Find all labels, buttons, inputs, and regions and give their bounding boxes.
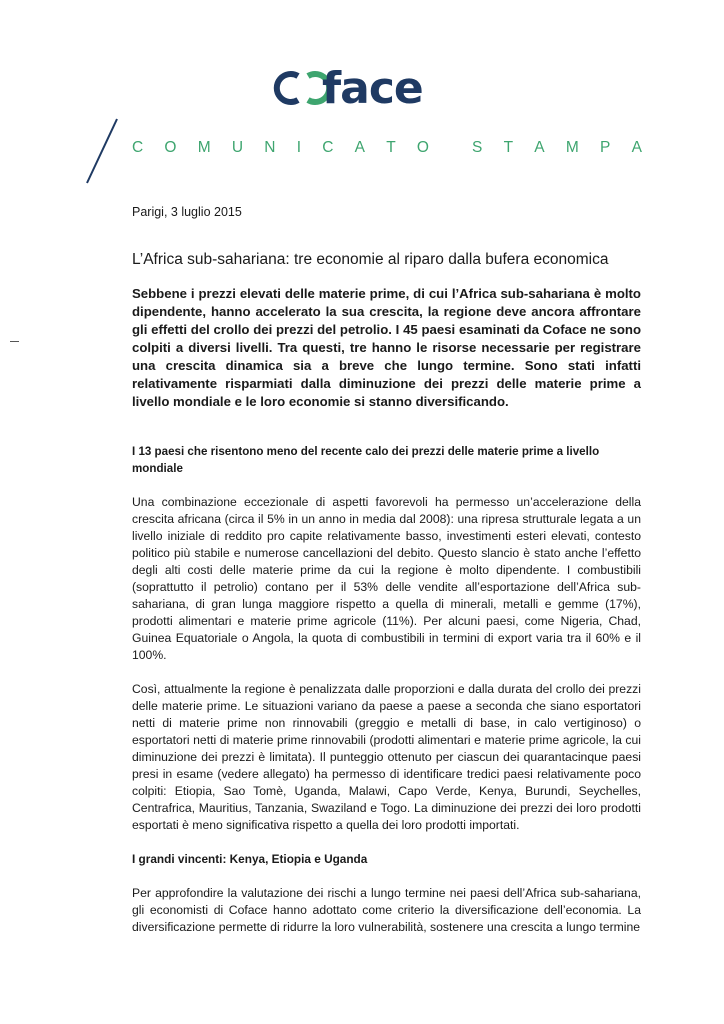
header-letter: P [600, 139, 611, 156]
logo-wordmark: face [322, 63, 423, 112]
header-letter: T [386, 139, 396, 156]
press-release-body [132, 203, 641, 936]
release-title: L’Africa sub-sahariana: tre economie al riparo dalla bufera economica [132, 251, 609, 268]
release-date: Parigi, 3 luglio 2015 [132, 205, 242, 219]
body-paragraph-2: Così, attualmente la regione è penalizzata dalle proporzioni e dalla durata del crollo dei prezzi delle materie prime. Le situazioni variano da paese a paese a seconda che siano esportatori netti di materie prime non rinnovabili (greggio e metalli di base, in calo vertiginoso) o esportatori netti di materie prime rinnovabili (prodotti alimentari e materie prime agricole, la cui diminuzione dei prezzi è limitata). Il punteggio ottenuto per ciascun dei quarantacinque paesi presi in esame (vedere allegato) ha permesso di identificare tredici paesi relativamente poco colpiti: Etiopia, Sao Tomè, Uganda, Malawi, Capo Verde, Kenya, Burundi, Seychelles, Centrafrica, Mauritius, Tanzania, Swaziland e Togo. La diminuzione dei prezzi dei loro prodotti esportati è meno significativa rispetto a quella dei loro prodotti importati. [132, 682, 641, 832]
header-letter: A [631, 139, 642, 156]
coface-logo [270, 62, 455, 112]
header-title [132, 139, 642, 157]
margin-mark [10, 341, 19, 342]
header-word-stampa [472, 139, 642, 157]
header-letter: O [416, 139, 429, 156]
header-letter: O [164, 139, 177, 156]
logo-c-shape [277, 74, 298, 102]
body-paragraph-3: Per approfondire la valutazione dei rischi a lungo termine nei paesi dell’Africa sub-sahariana, gli economisti di Coface hanno adottato come criterio la diversificazione dell’economia. La diversificazione permette di ridurre la loro vulnerabilità, sostenere una crescita a lungo termine [132, 886, 641, 934]
header-letter: N [264, 139, 276, 156]
section-heading-grandi-vincenti: I grandi vincenti: Kenya, Etiopia e Uganda [132, 852, 368, 866]
header-letter: U [231, 139, 244, 156]
header-letter: I [296, 139, 301, 156]
header-slash-divider [84, 118, 120, 184]
body-paragraph-1: Una combinazione eccezionale di aspetti favorevoli ha permesso un’accelerazione della crescita africana (circa il 5% in un anno in media dal 2008): una ripresa strutturale legata a un livello iniziale di reddito pro capite relativamente basso, investimenti esteri elevati, contesto politico più stabile e numerose cancellazioni del debito. Questo slancio è stato anche l’effetto degli alti costi delle materie prime da cui la regione è molto dipendente. I combustibili (soprattutto il petrolio) contano per il 53% delle vendite all’esportazione dell’Africa sub-sahariana, di gran lunga maggiore rispetto a quella di minerali, metalli e gemme (17%), prodotti alimentari e materie prime agricole (11%). Per alcuni paesi, come Nigeria, Chad, Guinea Equatoriale o Angola, la quota di combustibili in termini di export varia tra il 60% e il 100%. [132, 495, 641, 662]
header-letter: A [534, 139, 545, 156]
header-word-comunicato [132, 139, 429, 157]
header-letter: A [354, 139, 365, 156]
section-heading-13-paesi: I 13 paesi che risentono meno del recente calo dei prezzi delle materie prime a livello mondiale [132, 445, 600, 475]
header-letter: C [322, 139, 334, 156]
header-letter: C [132, 139, 144, 156]
header-letter: S [472, 139, 483, 156]
header-letter: M [197, 139, 211, 156]
header-letter: T [503, 139, 514, 156]
header-letter: M [565, 139, 579, 156]
lead-paragraph: Sebbene i prezzi elevati delle materie prime, di cui l’Africa sub-sahariana è molto dipendente, hanno accelerato la sua crescita, la regione deve ancora affrontare gli effetti del crollo dei prezzi del petrolio. I 45 paesi esaminati da Coface ne sono colpiti a diversi livelli. Tra questi, tre hanno le risorse necessarie per registrare una crescita dinamica sia a breve che lungo termine. Sono stati infatti relativamente risparmiati dalla diminuzione dei prezzi delle materie prime a livello mondiale e le loro economie si stanno diversificando. [132, 286, 641, 409]
